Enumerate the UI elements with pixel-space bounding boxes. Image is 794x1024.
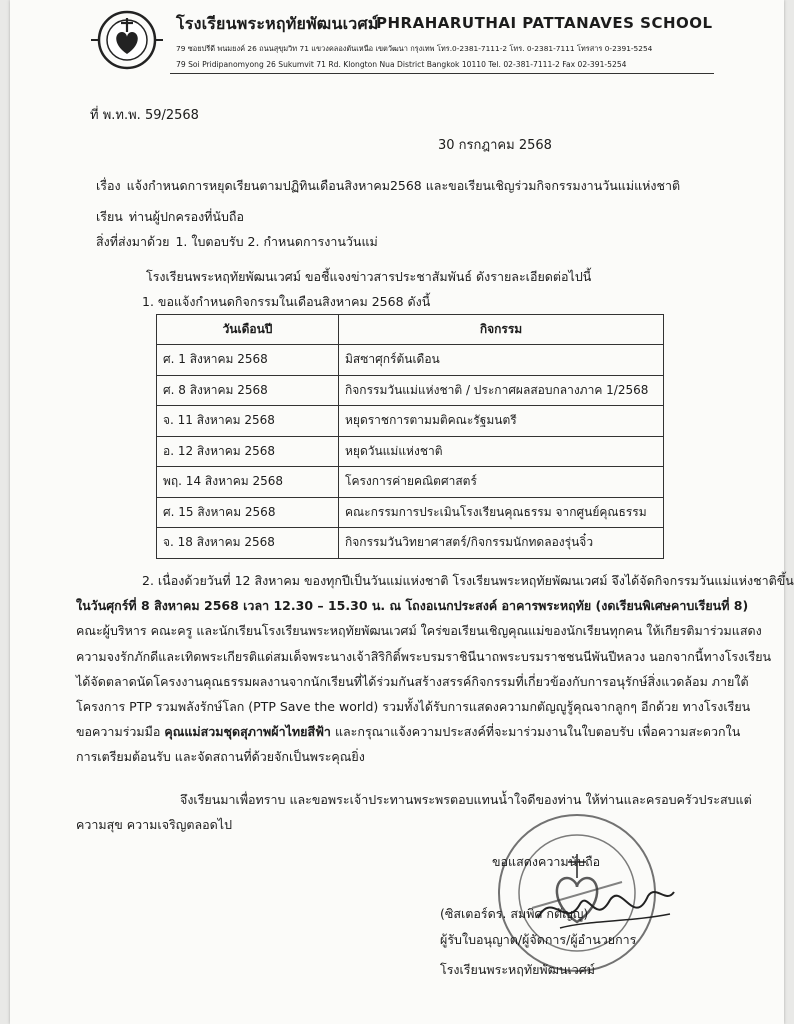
row-activity: หยุดวันแม่แห่งชาติ (339, 436, 664, 467)
row-activity: หยุดราชการตามมติคณะรัฐมนตรี (339, 406, 664, 437)
row-date: ศ. 1 สิงหาคม 2568 (157, 345, 339, 376)
recipient-label: เรียน (96, 209, 123, 224)
text-segment: และกรุณาแจ้งความประสงค์ที่จะมาร่วมงานในใบตอบรับ เพื่อความสะดวกใน (330, 724, 741, 740)
table-row (157, 497, 664, 528)
table-row (157, 467, 664, 498)
intro-paragraph: โรงเรียนพระหฤทัยพัฒนเวศม์ ขอชี้แจงข่าวสารประชาสัมพันธ์ ดังรายละเอียดต่อไปนี้ (146, 269, 592, 284)
closing-line: จึงเรียนมาเพื่อทราบ และขอพระเจ้าประทานพระพรตอบแทนน้ำใจดีของท่าน ให้ท่านและครอบครัวประสบแต่ (180, 792, 752, 807)
row-date: จ. 18 สิงหาคม 2568 (157, 528, 339, 559)
row-activity: คณะกรรมการประเมินโรงเรียนคุณธรรม จากศูนย์คุณธรรม (339, 497, 664, 528)
closing-line: ความสุข ความเจริญตลอดไป (76, 817, 233, 832)
letter-page (10, 0, 794, 1024)
section-1-heading: 1. ขอแจ้งกำหนดกิจกรรมในเดือนสิงหาคม 2568 ดังนี้ (142, 294, 431, 309)
subject-text: แจ้งกำหนดการหยุดเรียนตามปฏิทินเดือนสิงหาคม2568 และขอเรียนเชิญร่วมกิจกรรมงานวันแม่แห่งชาติ (126, 178, 681, 193)
paragraph-line: การเตรียมต้อนรับ และจัดสถานที่ด้วยจักเป็นพระคุณยิ่ง (76, 749, 365, 765)
table-row (157, 528, 664, 559)
enclosures-line (96, 232, 378, 252)
recipient-text: ท่านผู้ปกครองที่นับถือ (128, 209, 244, 224)
row-activity: มิสซาศุกร์ต้นเดือน (339, 345, 664, 376)
column-header-date: วันเดือนปี (157, 315, 339, 345)
paragraph-line: โครงการ PTP รวมพลังรักษ์โลก (PTP Save the world) รวมทั้งได้รับการแสดงความกตัญญูรู้คุณจากลูกๆ อีกด้วย ทางโรงเรียน (76, 699, 751, 715)
signatory-title: ผู้รับใบอนุญาต/ผู้จัดการ/ผู้อำนวยการ (440, 932, 637, 947)
subject-line (96, 176, 680, 196)
paragraph-line: ความจงรักภักดีและเทิดพระเกียรติแด่สมเด็จพระนางเจ้าสิริกิติ์พระบรมราชินีนาถพระบรมราชชนนีพันปีหลวง นอกจากนี้ทางโรงเรียน (76, 648, 772, 664)
closing-paragraph (76, 787, 776, 837)
row-activity: กิจกรรมวันวิทยาศาสตร์/กิจกรรมนักทดลองรุ่นจิ๋ว (339, 528, 664, 559)
letterhead-divider (170, 73, 714, 74)
row-date: อ. 12 สิงหาคม 2568 (157, 436, 339, 467)
section-2-paragraph (76, 568, 794, 770)
address-thai: 79 ซอยปรีดี พนมยงค์ 26 ถนนสุขุมวิท 71 แขวงคลองตันเหนือ เขตวัฒนา กรุงเทพ โทร.0-2381-7111-2 โทร. 0-2381-7111 โทรสาร 0-2391-5254 (176, 44, 653, 53)
paragraph-line: ได้จัดตลาดนัดโครงงานคุณธรรมผลงานจากนักเรียนที่ได้ร่วมกันสร้างสรรค์กิจกรรมที่เกี่ยวข้องกับการอนุรักษ์สิ่งแวดล้อม ภายใต้ (76, 673, 749, 689)
signatory-school: โรงเรียนพระหฤทัยพัฒนเวศม์ (440, 962, 595, 977)
enclosures-label: สิ่งที่ส่งมาด้วย (96, 234, 170, 249)
table-row (157, 375, 664, 406)
row-activity: โครงการค่ายคณิตศาสตร์ (339, 467, 664, 498)
row-date: พฤ. 14 สิงหาคม 2568 (157, 467, 339, 498)
letter-date: 30 กรกฎาคม 2568 (438, 138, 552, 153)
paragraph-line: คณะผู้บริหาร คณะครู และนักเรียนโรงเรียนพระหฤทัยพัฒนเวศม์ ใคร่ขอเรียนเชิญคุณแม่ของนักเรียนทุกคน ให้เกียรติมาร่วมแสดง (76, 623, 762, 639)
school-logo (88, 8, 166, 72)
signature-greeting: ขอแสดงความนับถือ (492, 854, 601, 869)
recipient-line (96, 207, 244, 227)
row-date: จ. 11 สิงหาคม 2568 (157, 406, 339, 437)
column-header-activity: กิจกรรม (339, 315, 664, 345)
row-activity: กิจกรรมวันแม่แห่งชาติ / ประกาศผลสอบกลางภาค 1/2568 (339, 375, 664, 406)
text-segment: ขอความร่วมมือ (76, 724, 165, 740)
subject-label: เรื่อง (96, 178, 121, 193)
row-date: ศ. 8 สิงหาคม 2568 (157, 375, 339, 406)
table-row (157, 406, 664, 437)
signatory-name: (ซิสเตอร์ดร. สมพิศ กตัญญู) (440, 906, 589, 921)
table-header-row (157, 315, 664, 345)
school-name-thai: โรงเรียนพระหฤทัยพัฒนเวศม์ (176, 14, 379, 33)
enclosures-text: 1. ใบตอบรับ 2. กำหนดการงานวันแม่ (175, 234, 378, 249)
table-row (157, 345, 664, 376)
table-row (157, 436, 664, 467)
paragraph-line (76, 719, 776, 744)
activities-table (156, 314, 664, 559)
school-name-english: PHRAHARUTHAI PATTANAVES SCHOOL (376, 14, 713, 32)
paragraph-line: 2. เนื่องด้วยวันที่ 12 สิงหาคม ของทุกปีเป็นวันแม่แห่งชาติ โรงเรียนพระหฤทัยพัฒนเวศม์ จึงได้จัดกิจกรรมวันแม่แห่งชาติขึ้น (142, 573, 794, 588)
row-date: ศ. 15 สิงหาคม 2568 (157, 497, 339, 528)
paragraph-line-event-details: ในวันศุกร์ที่ 8 สิงหาคม 2568 เวลา 12.30 – 15.30 น. ณ โถงอเนกประสงค์ อาคารพระหฤทัย (งดเรียนพิเศษคาบเรียนที่ 8) (76, 598, 749, 614)
dress-code-emphasis: คุณแม่สวมชุดสุภาพผ้าไทยสีฟ้า (164, 724, 331, 740)
reference-number: ที่ พ.ท.พ. 59/2568 (90, 108, 199, 123)
address-english: 79 Soi Pridipanomyong 26 Sukumvit 71 Rd. Klongton Nua District Bangkok 10110 Tel. 02-381-7111-2 Fax 02-391-5254 (176, 60, 627, 69)
